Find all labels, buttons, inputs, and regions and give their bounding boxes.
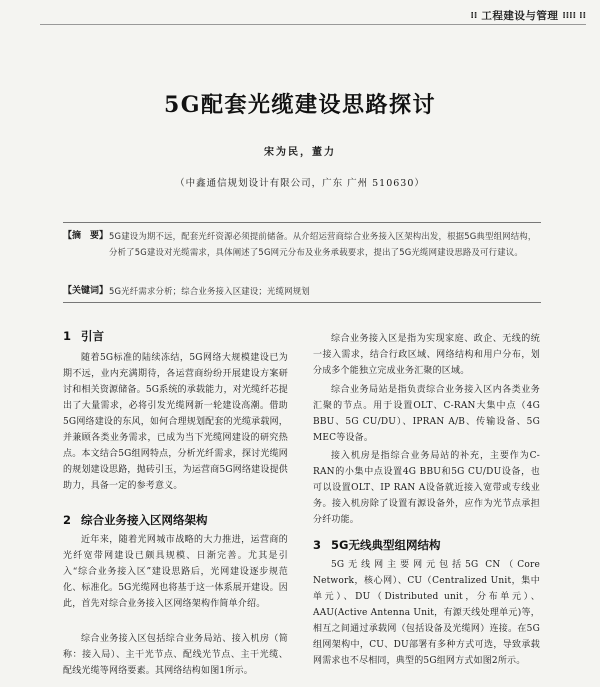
section-1-number: 1 xyxy=(63,329,72,343)
paper-authors: 宋为民，董力 xyxy=(264,147,336,158)
keywords-text: 5G光纤需求分析；综合业务接入区建设；光缆网规划 xyxy=(109,286,310,296)
section-3-number: 3 xyxy=(313,538,322,552)
paragraph-access-area-elements: 综合业务接入区包括综合业务局站、接入机房（简称：接入局）、主干光节点、配线光节点、主干光缆、配线光缆等网络要素。其网络结构如图1所示。 xyxy=(63,634,288,676)
section-2-heading xyxy=(63,512,208,528)
header-right-mark: ⁞⁞⁞⁞ ⁞⁞ xyxy=(562,10,586,21)
paragraph-5g-network-elements: 5G无线网主要网元包括5G CN（Core Network，核心网）、CU（Centralized Unit，集中单元）、DU（Distributed unit，分布单元）、AAU(Active Antenna Unit，有源天线处理单元)等，相互之间通过承载网（包括设备及光缆网）连接。在5G组网架构中，CU、DU部署有多种方式可选，导致承载网需求也不尽相同，典型的5G组网方式如图2所示。 xyxy=(313,560,540,666)
paper-title: 5G配套光缆建设思路探讨 xyxy=(163,92,437,118)
section-3-heading xyxy=(313,537,440,553)
section-2-number: 2 xyxy=(63,513,72,527)
paper-affiliation: （中鑫通信规划设计有限公司，广东 广州 510630） xyxy=(175,178,425,189)
header-divider xyxy=(40,24,586,25)
running-header xyxy=(471,8,587,23)
header-left-mark: ⁞⁞ xyxy=(470,10,478,21)
paragraph-architecture-intro: 近年来，随着光网城市战略的大力推进，运营商的光纤宽带网建设已颇具规模、日渐完善。尤其是引入“综合业务接入区”建设思路后，光网建设逐步规范化、标准化。5G光缆网也将基于这一体系展开建设。因此，首先对综合业务接入区网络架构作简单介绍。 xyxy=(63,535,288,609)
paragraph-service-office: 综合业务局站是指负责综合业务接入区内各类业务汇聚的节点。用于设置OLT、C-RAN大集中点（4G BBU、5G CU/DU）、IPRAN A/B、传输设备、5G MEC等设备。 xyxy=(313,385,540,443)
abstract-text: 5G建设为期不远，配套光纤资源必须提前储备。从介绍运营商综合业务接入区架构出发，根据5G典型组网结构，分析了5G建设对光缆需求，具体阐述了5G网元分布及业务承载要求，提出了5G光缆网建设思路及可行建议。 xyxy=(109,231,537,257)
abstract-top-rule xyxy=(63,222,541,223)
section-1-title: 引言 xyxy=(81,329,105,343)
keywords-block xyxy=(63,283,541,299)
abstract-block xyxy=(63,228,541,260)
section-1-heading xyxy=(63,328,104,344)
section-2-title: 综合业务接入区网络架构 xyxy=(81,513,208,527)
section-3-title: 5G无线典型组网结构 xyxy=(331,538,441,552)
header-section-label: 工程建设与管理 xyxy=(481,10,559,22)
paragraph-intro: 随着5G标准的陆续冻结，5G网络大规模建设已为期不远，业内充满期待，各运营商纷纷开展建设方案研讨和相关资源储备。5G系统的承载能力，对光缆纤芯提出了大量需求，必将引发光缆网新一轮建设高潮。借助5G网络建设的东风，如何合理规划配套的光缆承载网，并兼顾各类业务需求，已成为当下光缆网建设的研究热点。本文结合5G组网特点，分析光纤需求，探讨光缆网的规划建设思路，抛砖引玉，为运营商5G网络建设提供助力，具备一定的参考意义。 xyxy=(63,353,288,491)
abstract-bottom-rule xyxy=(63,302,541,303)
abstract-label: 【摘 要】 xyxy=(63,231,109,241)
paragraph-access-room: 接入机房是指综合业务局站的补充，主要作为C-RAN的小集中点设置4G BBU和5G CU/DU设备，也可以设置OLT、IP RAN A设备就近接入宽带或专线业务。接入机房除了设置有源设备外，应作为光节点承担分纤功能。 xyxy=(313,451,540,525)
paragraph-access-area-definition: 综合业务接入区是指为实现家庭、政企、无线的统一接入需求，结合行政区域、网络结构和用户分布，划分成多个能独立完成业务汇聚的区域。 xyxy=(313,334,540,376)
keywords-label: 【关键词】 xyxy=(63,286,109,296)
